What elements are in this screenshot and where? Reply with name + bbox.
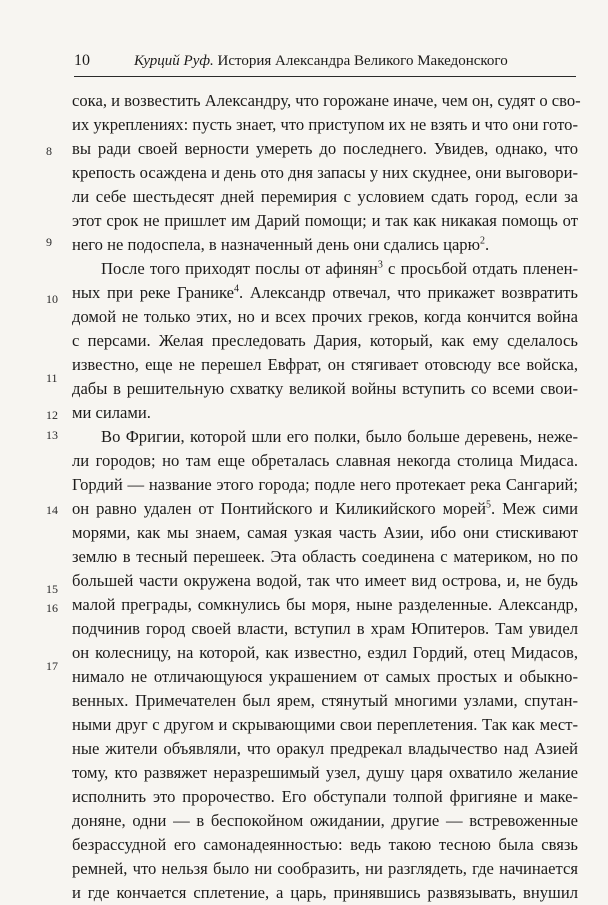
margin-number: 14 xyxy=(46,503,58,517)
text-line: ремней, что нельзя было ни сообразить, ни разглядеть, где начинается xyxy=(72,859,578,878)
text-line: морями, как мы знаем, самая узкая часть Азии, ибо они стискивают xyxy=(72,523,578,542)
text-line: ные жители объявляли, что оракул предрекал владычество над Азией xyxy=(72,739,578,758)
margin-number: 8 xyxy=(46,144,52,158)
running-header xyxy=(74,50,576,72)
header-rule xyxy=(74,76,576,77)
text-line: ми силами. xyxy=(72,403,151,422)
running-title xyxy=(134,50,508,72)
text-line: исполнить это пророчество. Его обступали толпой фригияне и маке- xyxy=(72,787,578,806)
text-line: сока, и возвестить Александру, что горожане иначе, чем он, судят о сво- xyxy=(72,91,581,110)
text-line: Во Фригии, которой шли его полки, было больше деревень, нeже- xyxy=(101,427,578,446)
margin-number: 13 xyxy=(46,428,58,442)
margin-number: 17 xyxy=(46,659,58,673)
text-line: домой не только этих, но и всех прочих греков, когда кончится война xyxy=(72,307,578,326)
margin-number: 10 xyxy=(46,292,58,306)
text-line: большей части окружена водой, так что имеет вид острова, и, не будь xyxy=(72,571,578,590)
page-number: 10 xyxy=(74,52,90,69)
text-line: этот срок не пришлет им Дарий помощи; и так как никакая помощь от xyxy=(72,211,578,230)
footnote-ref[interactable]: 4 xyxy=(234,283,240,295)
text-line: подчинив город своей власти, вступил в храм Юпитеров. Там увидел xyxy=(72,619,578,638)
text-line: малой преграды, сомкнулись бы моря, ныне разделенные. Александр, xyxy=(72,595,578,614)
text-line: После того приходят послы от афинян$^3$ с просьбой отдать пленен- xyxy=(101,259,578,278)
text-line: тому, кто развяжет неразрешимый узел, душу царя охватило желание xyxy=(72,763,578,782)
footnote-ref[interactable]: 2 xyxy=(480,235,486,247)
text-line: известно, еще не перешел Евфрат, он стягивает отовсюду все войска, xyxy=(72,355,578,374)
text-line: дабы в решительную схватку великой войны вступить со всеми свои- xyxy=(72,379,578,398)
text-line: венных. Примечателен был ярем, стянутый многими узлами, спутан- xyxy=(72,691,578,710)
text-line: и где кончается сплетение, а царь, принявшись развязывать, внушил xyxy=(72,883,578,902)
text-line: доняне, одни — в беспокойном ожидании, другие — встревоженные xyxy=(72,811,578,830)
text-line: него не подоспела, в назначенный день они сдались царю$^2$. xyxy=(72,235,490,254)
text-line: нимало не отличающуюся украшением от самых простых и обыкно- xyxy=(72,667,578,686)
footnote-ref[interactable]: 3 xyxy=(377,259,383,271)
text-line: он колесницу, на которой, как известно, ездил Гордий, отец Мидасов, xyxy=(72,643,578,662)
text-line: ли себе шестьдесят дней перемирия с условием сдать город, если за xyxy=(72,187,578,206)
text-line: он равно удален от Понтийского и Киликийского морей$^5$. Меж сими xyxy=(72,499,579,518)
text-line: крепость осаждена и день ото дня запасы у них скуднее, они выговори- xyxy=(72,163,578,182)
text-line: ными друг с другом и скрывающими свои переплетения. Так как мест- xyxy=(72,715,578,734)
book-title: История Александра Великого Македонского xyxy=(217,53,508,69)
text-line: ных при реке Гранике$^4$. Александр отвечал, что прикажет возвратить xyxy=(72,283,578,302)
margin-number: 11 xyxy=(46,371,58,385)
text-line: Гордий — название этого города; подле него протекает река Сангарий; xyxy=(72,475,578,494)
margin-number: 9 xyxy=(46,235,52,249)
margin-number: 15 xyxy=(46,582,58,596)
text-line: безрассудной его самонадеянностью: ведь такою тесною была связь xyxy=(72,835,578,854)
text-line: землю в тесный перешеек. Эта область соединена с материком, но по xyxy=(72,547,578,566)
text-line: их укреплениях: пусть знает, что приступом их не взять и что они гото- xyxy=(72,115,578,134)
text-line: с персами. Желая преследовать Дария, который, как ему сделалось xyxy=(72,331,578,350)
margin-number: 16 xyxy=(46,601,58,615)
footnote-ref[interactable]: 5 xyxy=(485,499,491,511)
text-line: ли городов; но там еще обреталась славная некогда столица Мидаса. xyxy=(72,451,578,470)
margin-number: 12 xyxy=(46,408,58,422)
text-line: вы ради своей верности умереть до последнего. Увидев, однако, что xyxy=(72,139,578,158)
author-name: Курций Руф. xyxy=(134,53,214,69)
